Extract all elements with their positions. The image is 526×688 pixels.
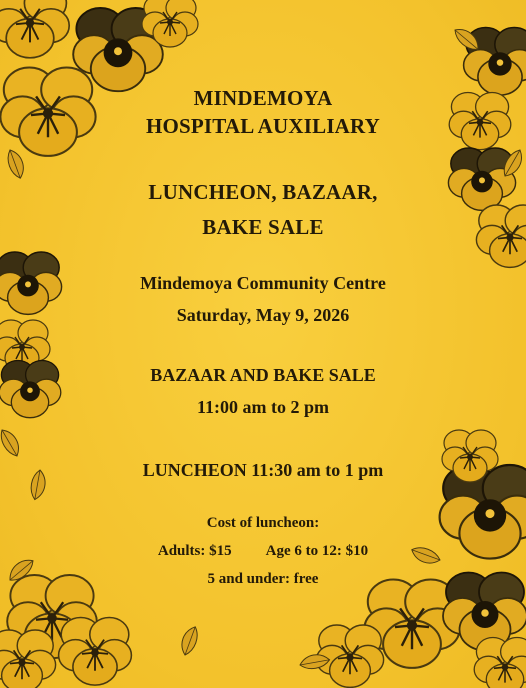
org-name-line1: MINDEMOYA: [193, 86, 333, 110]
cost-heading: Cost of luncheon:: [206, 515, 320, 531]
event-title-line2: BAKE SALE: [202, 215, 324, 239]
cost-prices: [0, 543, 526, 560]
bazaar-time: 11:00 am to 2 pm: [197, 397, 329, 417]
event-title-line1: LUNCHEON, BAZAAR,: [148, 180, 378, 204]
under5-price: 5 and under: free: [207, 571, 319, 587]
child-price: Age 6 to 12: $10: [265, 543, 369, 559]
bazaar-title: BAZAAR AND BAKE SALE: [150, 365, 376, 385]
luncheon-time: LUNCHEON 11:30 am to 1 pm: [142, 460, 384, 480]
event-date: Saturday, May 9, 2026: [176, 305, 350, 325]
adult-price: Adults: $15: [157, 543, 232, 559]
venue-location: Mindemoya Community Centre: [140, 273, 386, 293]
org-name-line2: HOSPITAL AUXILIARY: [145, 114, 381, 138]
